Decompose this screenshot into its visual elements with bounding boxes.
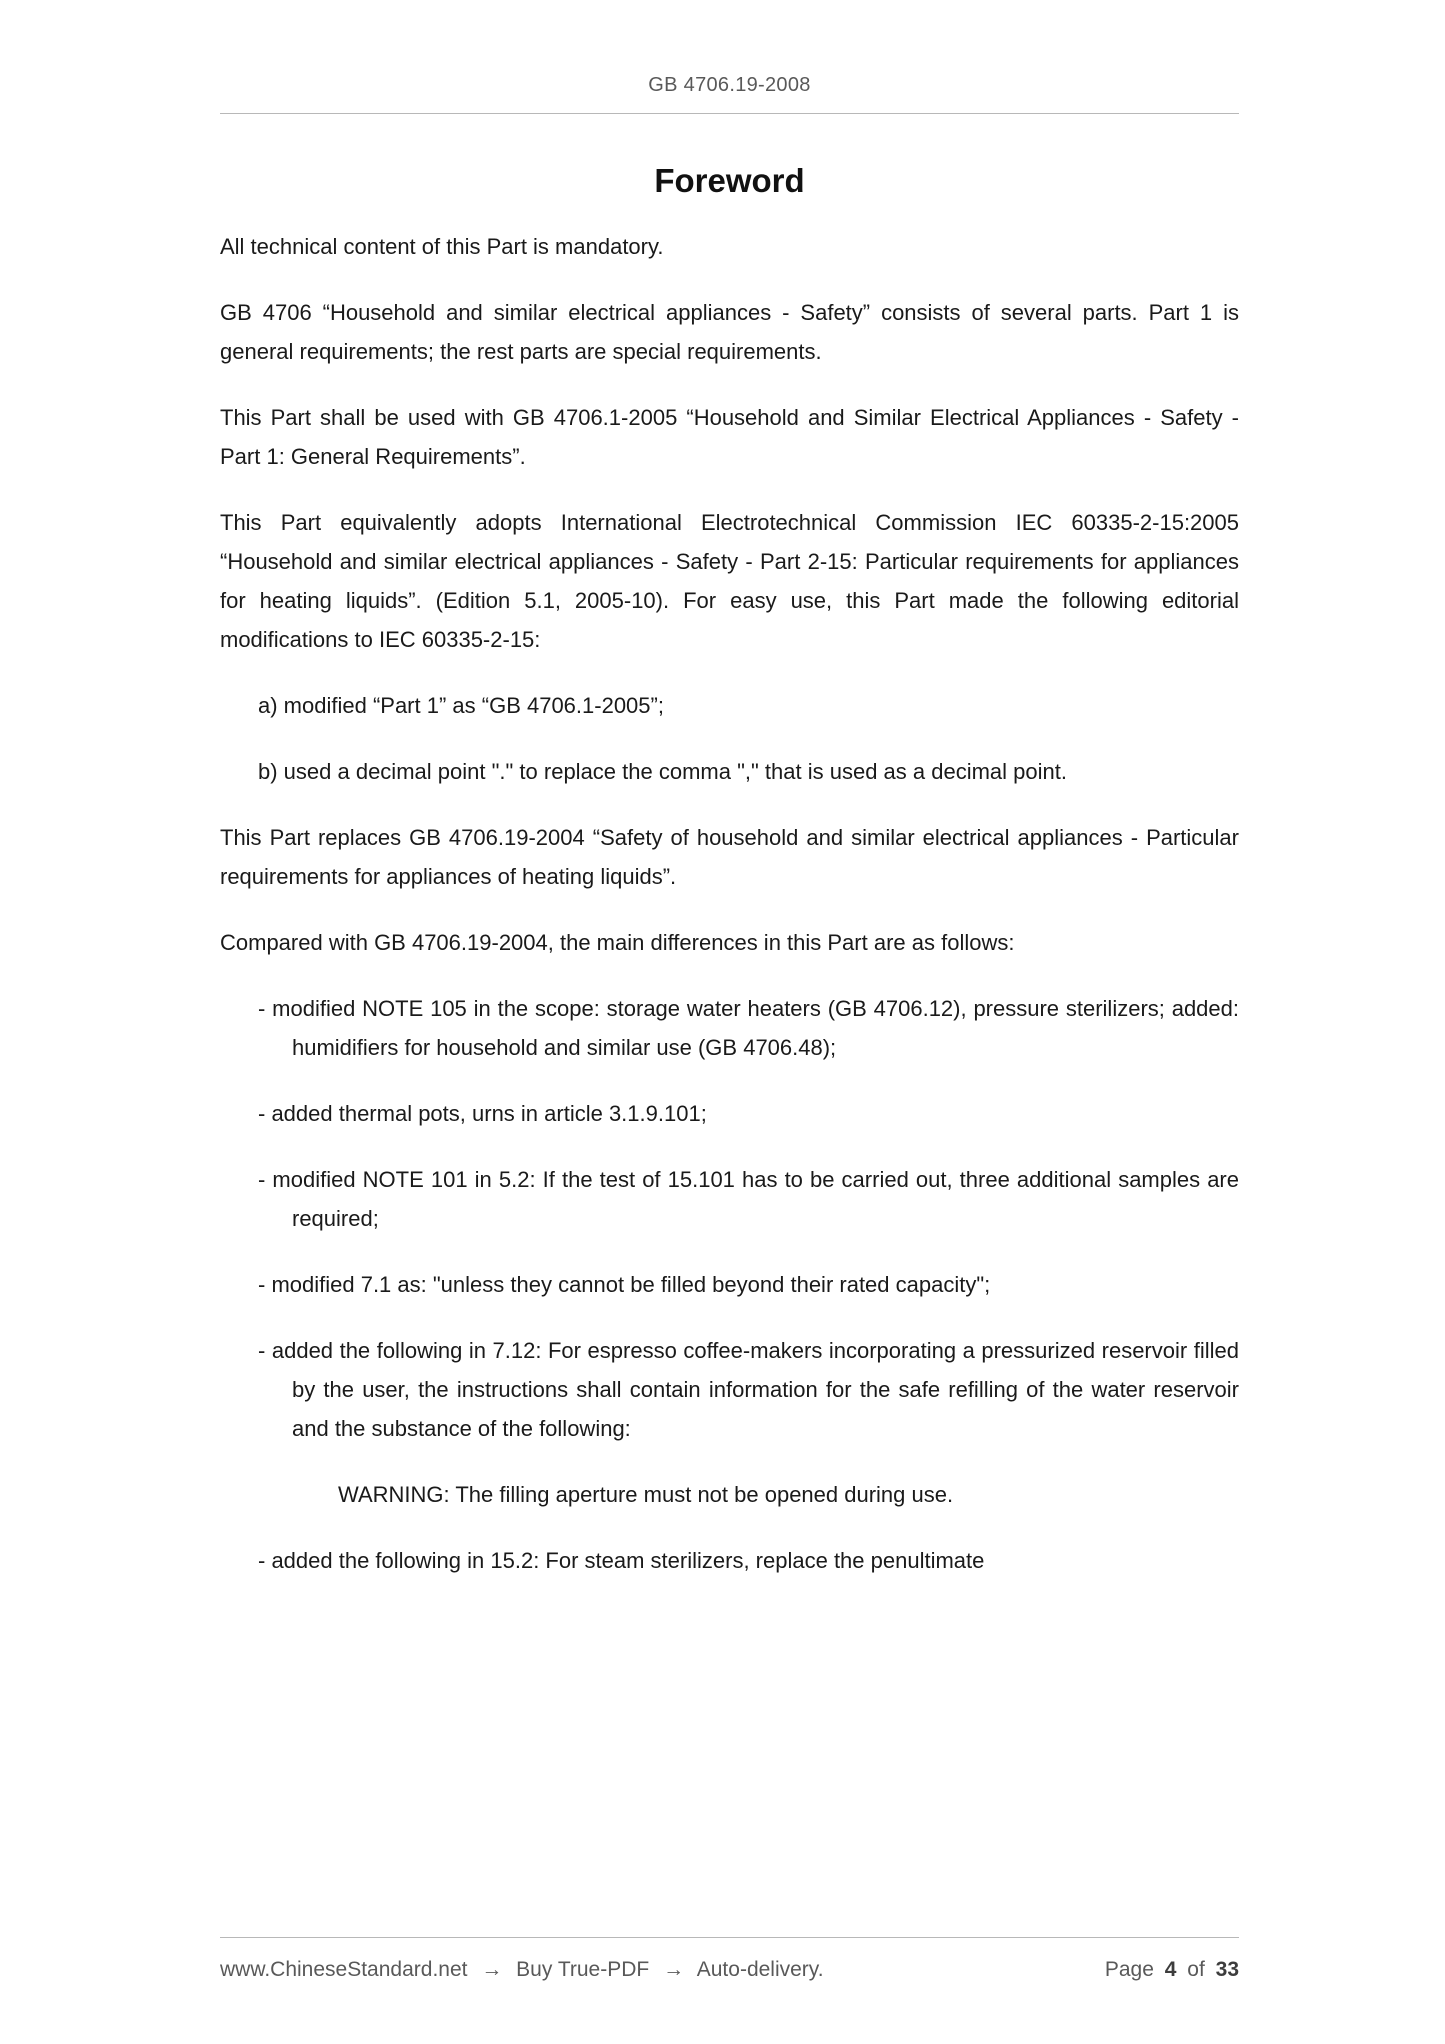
page-label: Page — [1104, 1958, 1154, 1981]
site-link[interactable]: www.ChineseStandard.net — [220, 1958, 468, 1981]
list-item-dash: - modified NOTE 101 in 5.2: If the test of 15.101 has to be carried out, three additional samples are required; — [258, 1167, 1239, 1231]
list-item-dash: - added the following in 7.12: For espresso coffee-makers incorporating a pressurized reservoir filled by the user, the instructions shall contain information for the safe refilling of the water reservoir and the substance of the following: — [258, 1338, 1239, 1441]
paragraph: GB 4706 “Household and similar electrical appliances - Safety” consists of several parts. Part 1 is general requirements; the rest parts are special requirements. — [220, 300, 1239, 364]
footer-divider — [220, 1937, 1239, 1938]
list-item-dash: - modified NOTE 105 in the scope: storage water heaters (GB 4706.12), pressure sterilizers; added: humidifiers for household and similar use (GB 4706.48); — [258, 996, 1239, 1060]
paragraph: Compared with GB 4706.19-2004, the main differences in this Part are as follows: — [220, 930, 1015, 955]
page-title: Foreword — [654, 162, 805, 199]
doc-number: GB 4706.19-2008 — [648, 74, 811, 96]
list-item-dash: - added thermal pots, urns in article 3.1.9.101; — [258, 1101, 707, 1126]
paragraph: This Part equivalently adopts International Electrotechnical Commission IEC 60335-2-15:2005 “Household and similar electrical appliances - Safety - Part 2-15: Particular requirements for appliances for heating liquids”. (Edition 5.1, 2005-10). For easy use, this Part made the following editorial modifications to IEC 60335-2-15: — [220, 510, 1239, 652]
page-header — [220, 0, 1239, 114]
arrow-right-icon: → — [663, 1958, 685, 1981]
page-footer — [220, 1937, 1239, 2044]
footer-delivery-text: Auto-delivery. — [696, 1958, 824, 1981]
list-item-letter: a) modified “Part 1” as “GB 4706.1-2005”; — [258, 693, 664, 718]
footer-branding — [220, 1958, 824, 1982]
page-number: 4 — [1164, 1958, 1177, 1981]
footer-buy-text: Buy True-PDF — [516, 1958, 650, 1981]
paragraph: All technical content of this Part is mandatory. — [220, 234, 664, 259]
arrow-right-icon: → — [481, 1958, 503, 1981]
page-total: 33 — [1215, 1958, 1239, 1981]
list-item-dash: - modified 7.1 as: "unless they cannot be filled beyond their rated capacity"; — [258, 1272, 991, 1297]
page-indicator — [1100, 1958, 1239, 1982]
warning-text: WARNING: The filling aperture must not be opened during use. — [338, 1482, 954, 1507]
document-body — [220, 114, 1239, 1580]
list-item-letter: b) used a decimal point "." to replace the comma "," that is used as a decimal point. — [258, 759, 1067, 784]
paragraph: This Part replaces GB 4706.19-2004 “Safety of household and similar electrical appliances - Particular requirements for appliances of heating liquids”. — [220, 825, 1239, 889]
paragraph: This Part shall be used with GB 4706.1-2005 “Household and Similar Electrical Appliances - Safety - Part 1: General Requirements”. — [220, 405, 1239, 469]
of-label: of — [1187, 1958, 1205, 1981]
list-item-dash: - added the following in 15.2: For steam sterilizers, replace the penultimate — [258, 1548, 985, 1573]
